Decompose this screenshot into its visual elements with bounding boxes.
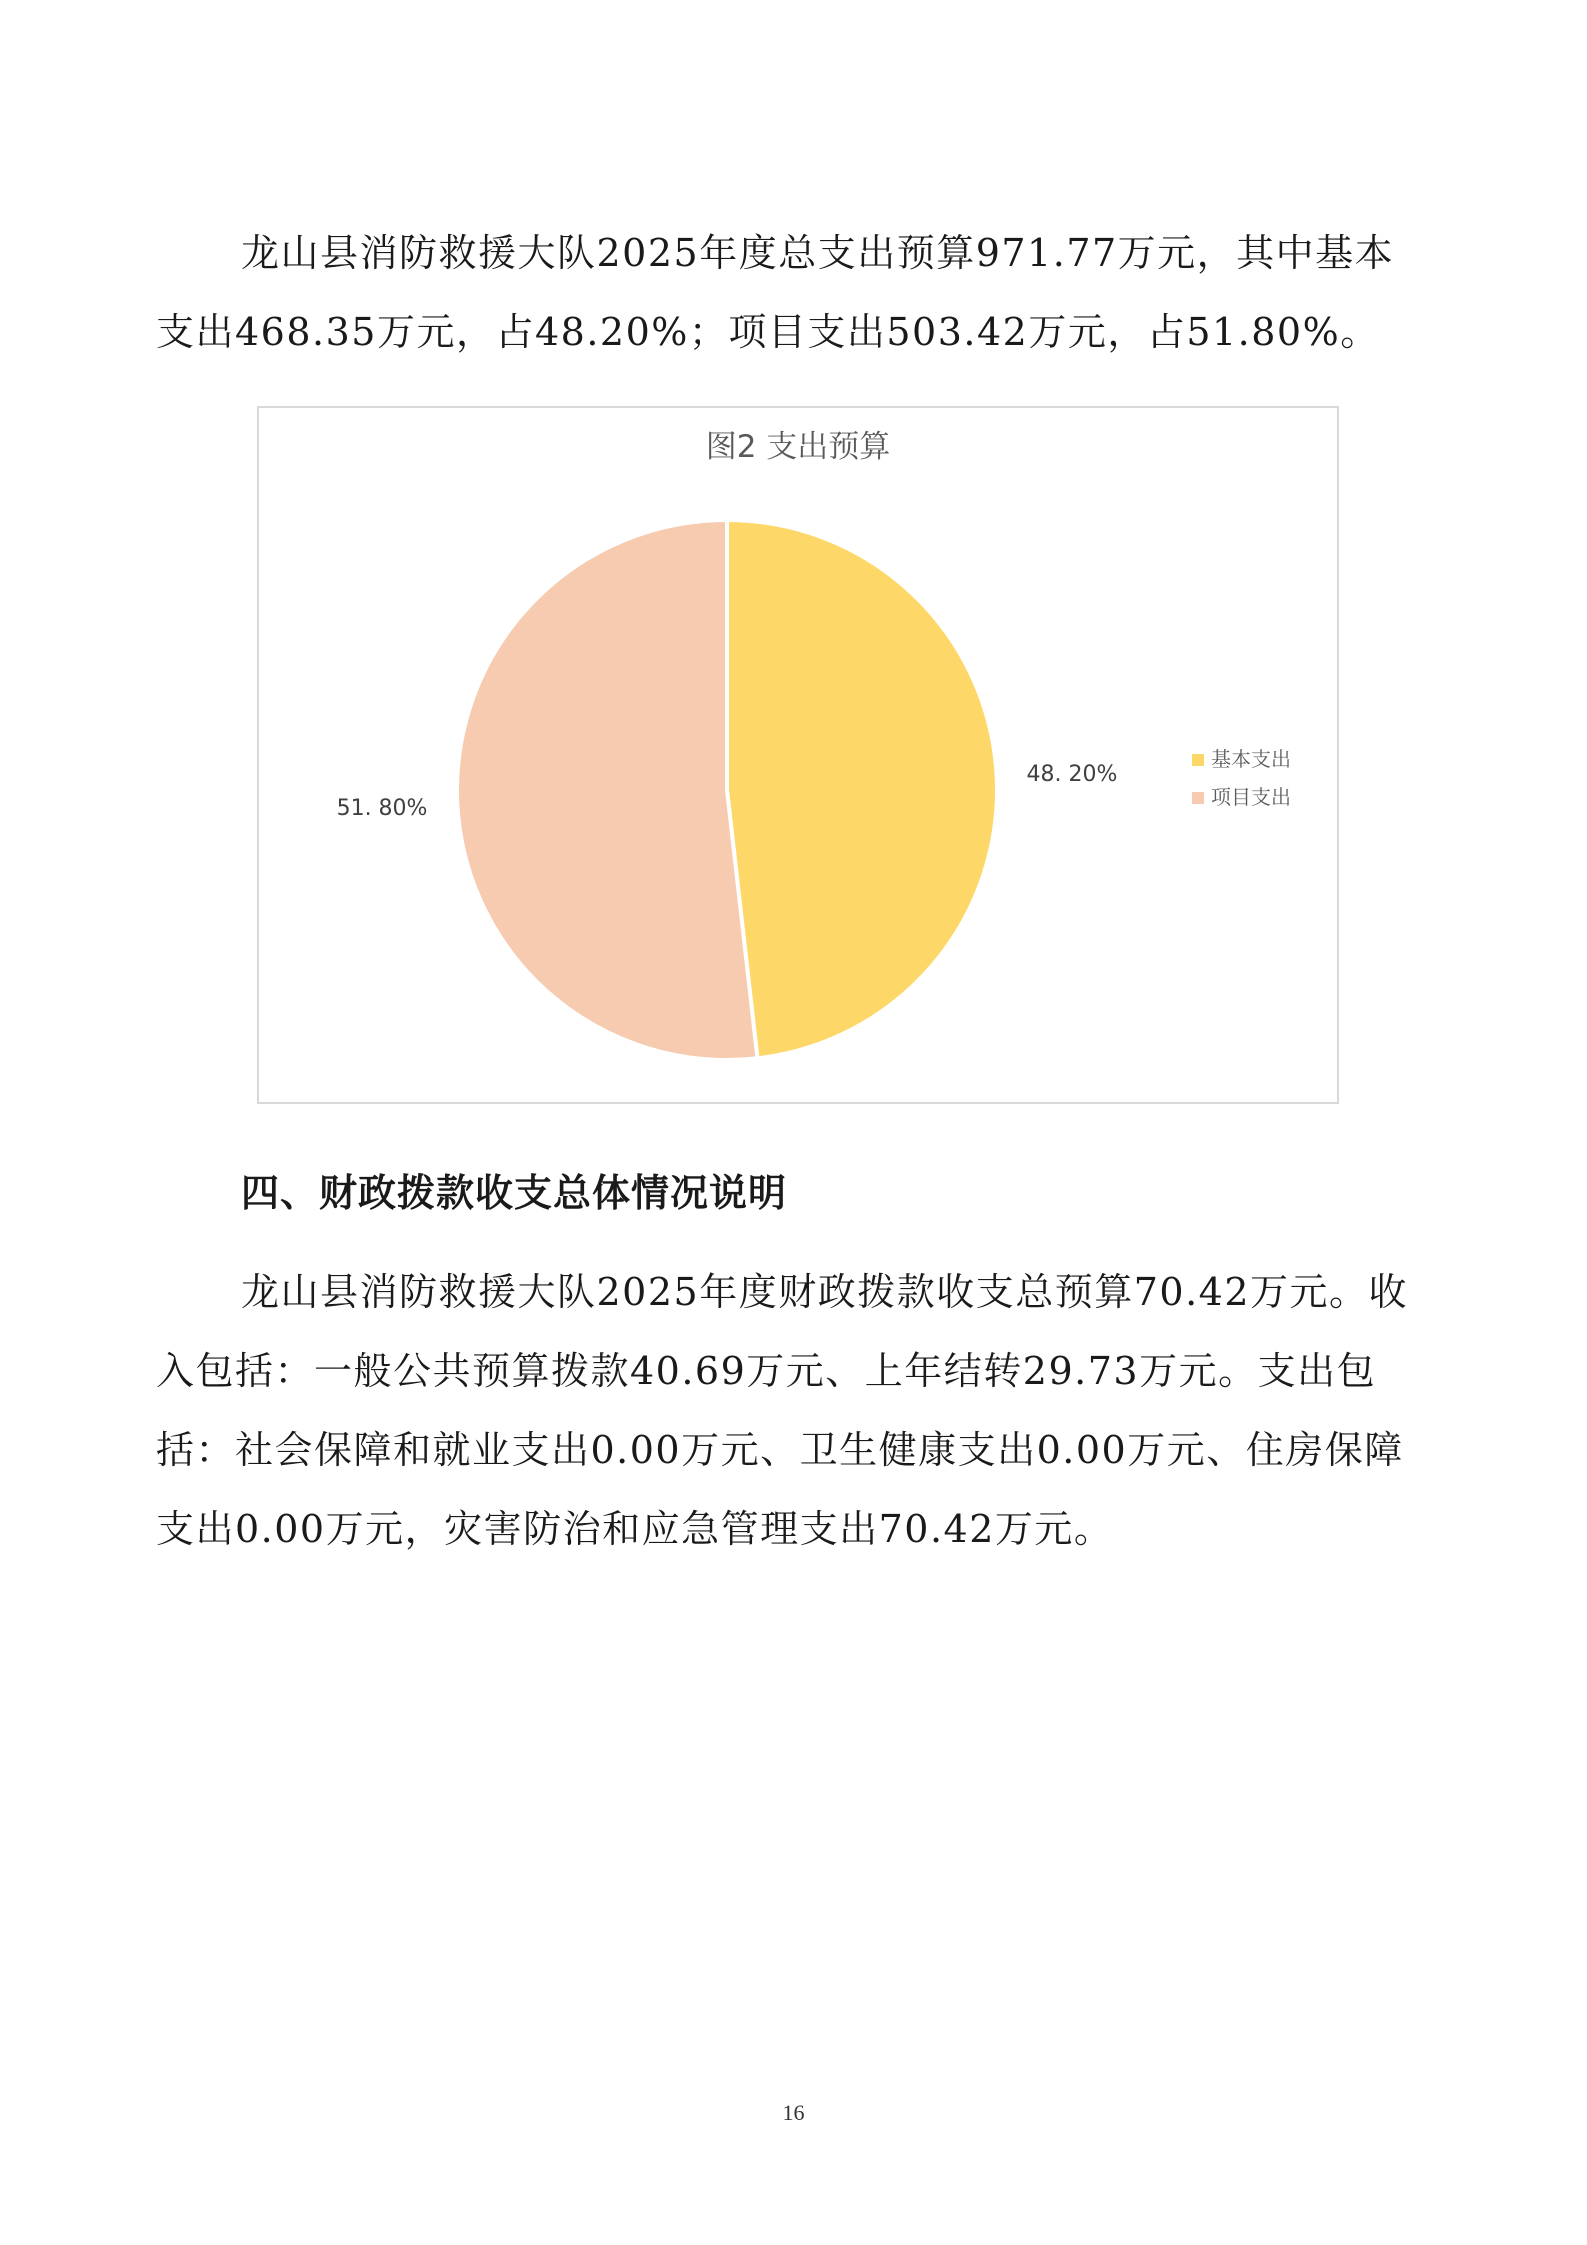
- pie-slice-2: [457, 520, 757, 1060]
- paragraph-budget-total: [156, 214, 1430, 372]
- pie-chart-svg: [259, 408, 1337, 1102]
- legend-swatch-1: [1192, 754, 1204, 766]
- section-heading: 四、财政拨款收支总体情况说明: [241, 1171, 788, 1215]
- pie-data-label-1: 48. 20%: [1026, 762, 1118, 788]
- pie-slice-1: [727, 520, 997, 1058]
- pie-data-label-2: 51. 80%: [336, 795, 428, 821]
- pie-chart-expenditure-budget: [257, 406, 1339, 1104]
- paragraph-text: 龙山县消防救援大队2025年度总支出预算971.77万元，其中基本支出468.35万元，占48.20%；项目支出503.42万元，占51.80%。: [156, 231, 1395, 354]
- chart-title: 图2 支出预算: [705, 429, 891, 465]
- paragraph-fiscal-appropriation: [156, 1253, 1430, 1569]
- legend-swatch-2: [1192, 792, 1204, 804]
- chart-legend: [1192, 747, 1291, 809]
- legend-label-1: 基本支出: [1211, 747, 1291, 771]
- legend-label-2: 项目支出: [1211, 785, 1291, 809]
- paragraph-text: 龙山县消防救援大队2025年度财政拨款收支总预算70.42万元。收入包括：一般公共预算拨款40.69万元、上年结转29.73万元。支出包括：社会保障和就业支出0.00万元、卫生健康支出0.00万元、住房保障支出0.00万元，灾害防治和应急管理支出70.42万元。: [156, 1270, 1408, 1551]
- pie-slices: [457, 520, 997, 1060]
- page-number: 16: [782, 2100, 805, 2125]
